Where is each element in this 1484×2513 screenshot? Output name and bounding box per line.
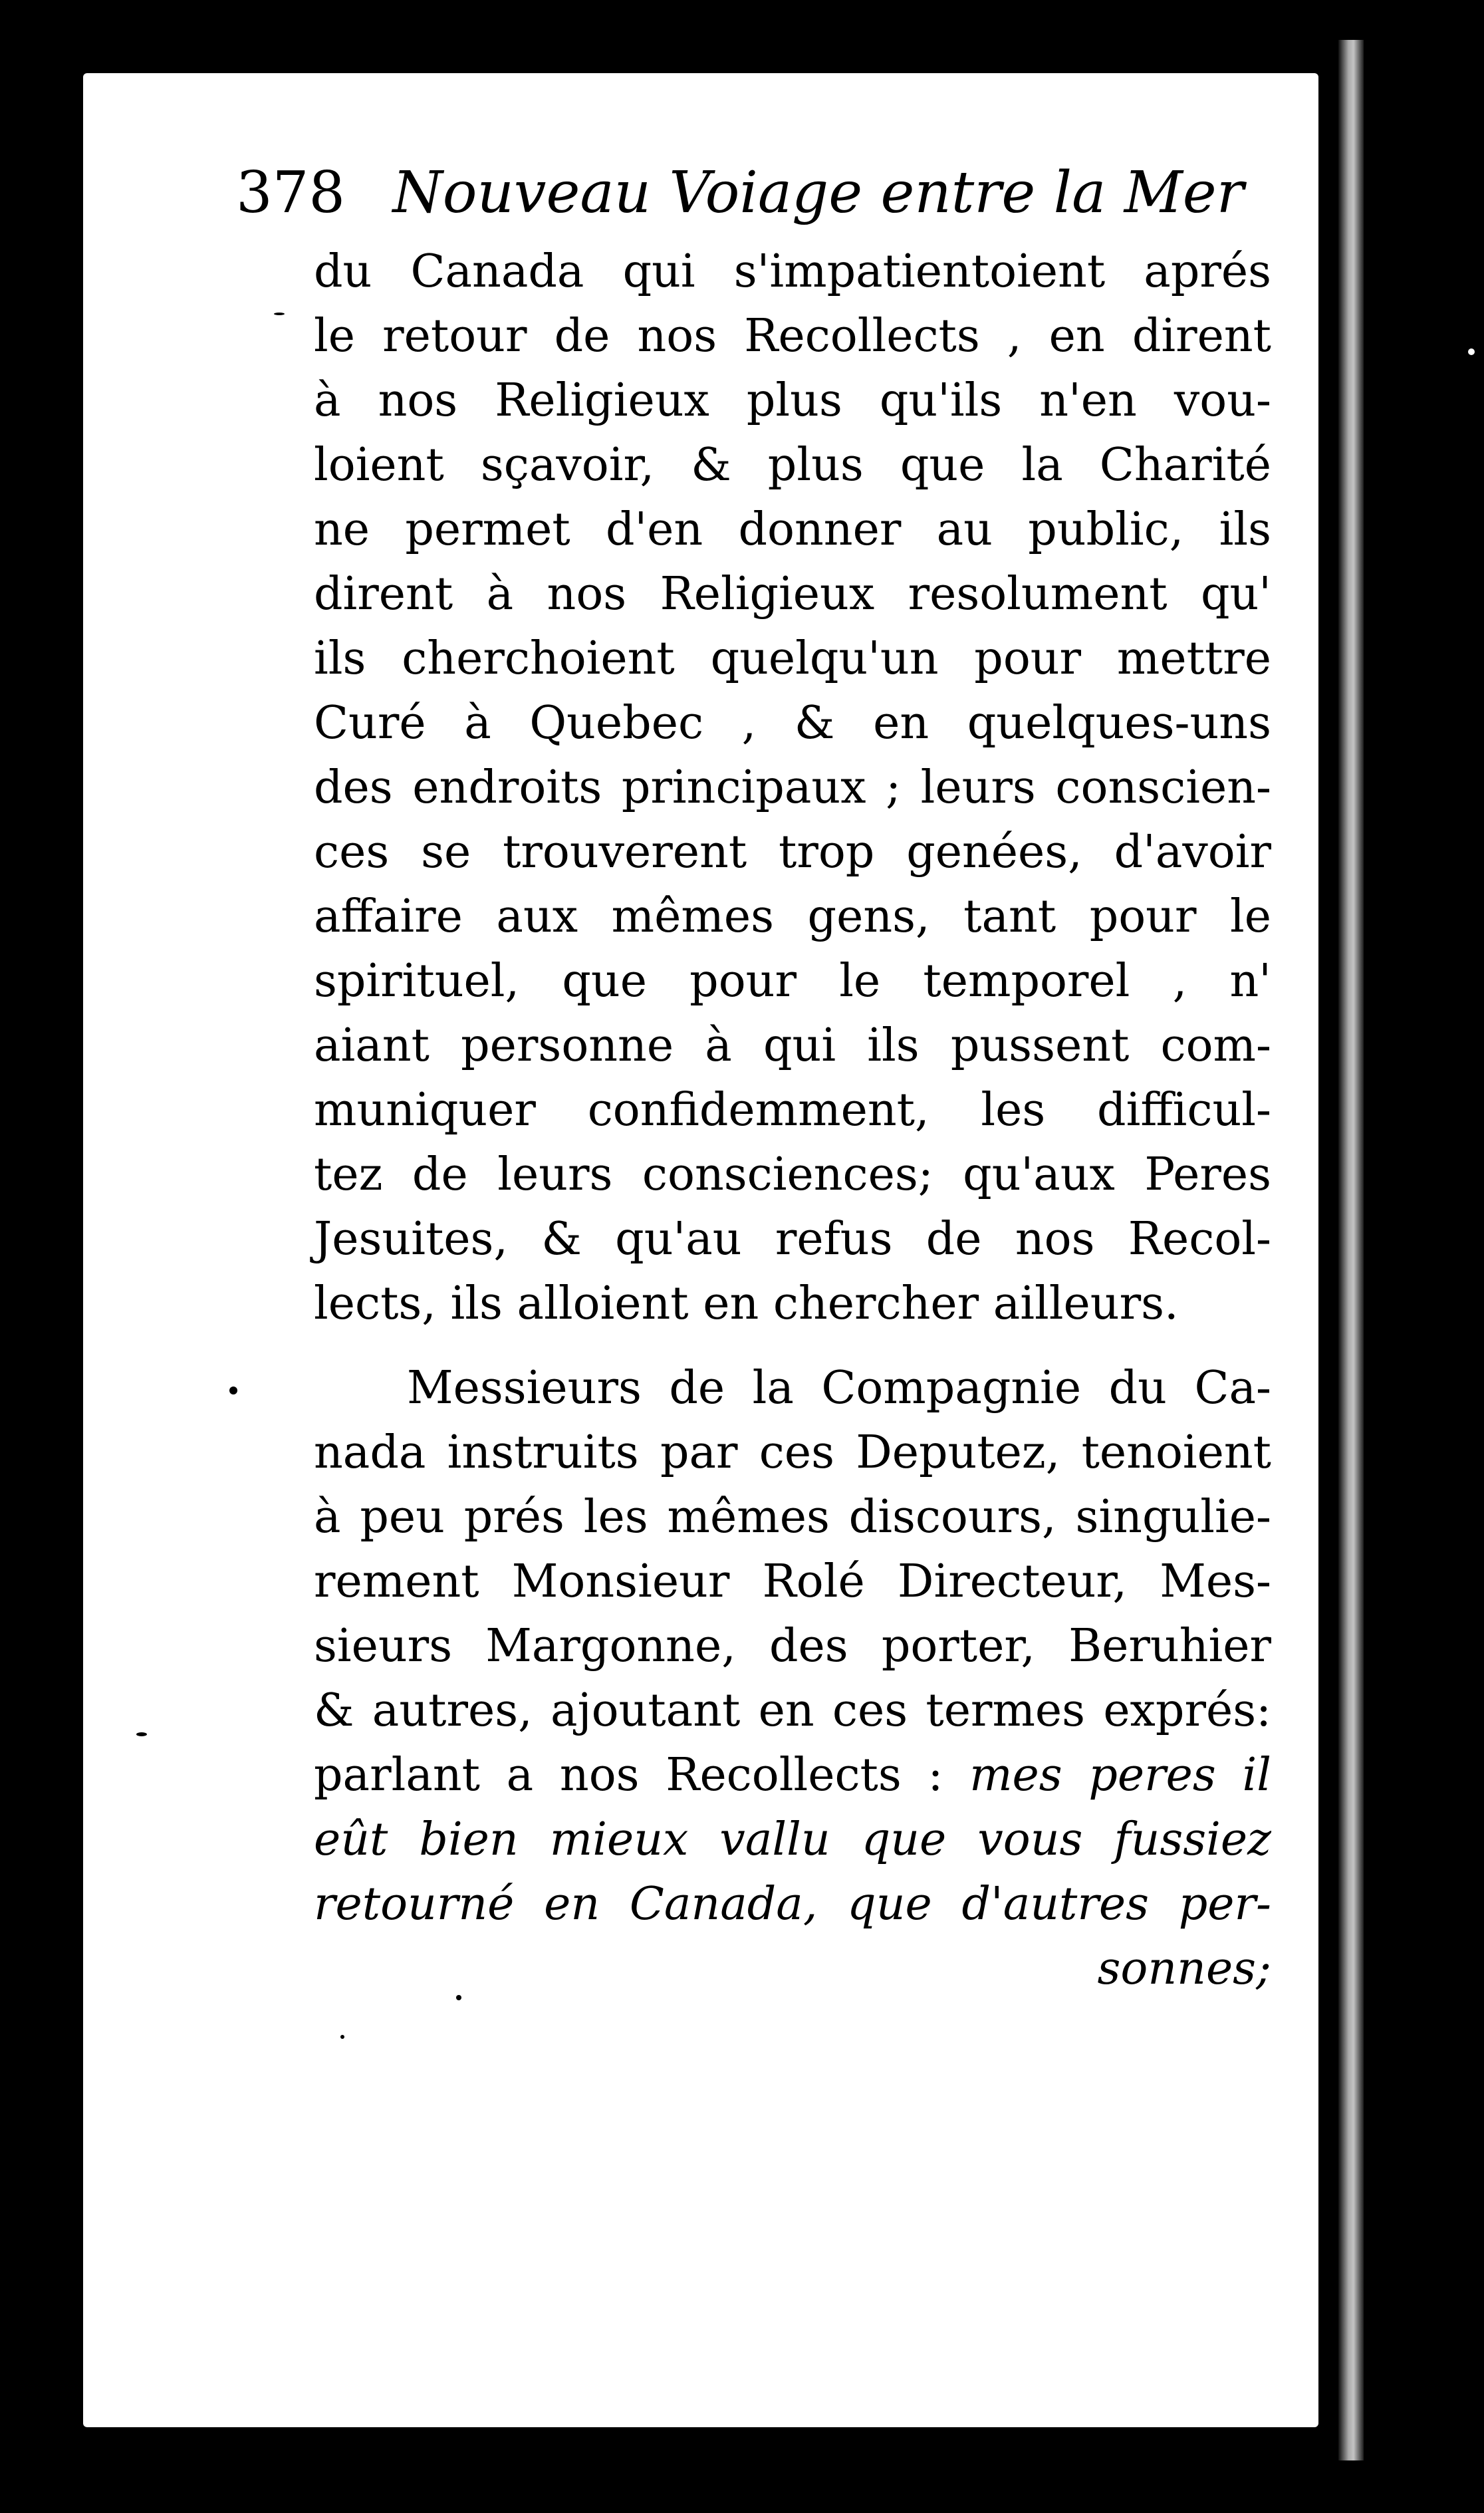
scan-speck (1468, 348, 1475, 355)
scan-speck (340, 2035, 344, 2039)
text-line: spirituel, que pour le temporel , n' (314, 955, 1271, 1007)
text-line: des endroits principaux ; leurs conscien- (314, 761, 1271, 814)
text-line-mixed (314, 1743, 1271, 1807)
text-line: le retour de nos Recollects , en dirent (314, 310, 1271, 362)
text-line: ils cherchoient quelqu'un pour mettre (314, 632, 1271, 685)
text-line: Messieurs de la Compagnie du Ca- (407, 1362, 1271, 1414)
text-line: aiant personne à qui ils pussent com- (314, 1019, 1271, 1072)
scan-binding-edge (1318, 0, 1484, 2513)
text-line: rement Monsieur Rolé Directeur, Mes- (314, 1555, 1271, 1608)
running-title: Nouveau Voiage entre la Mer (392, 160, 1244, 226)
paragraph-gap (314, 1336, 1271, 1356)
text-line: à nos Religieux plus qu'ils n'en vou- (314, 374, 1271, 427)
text-line: affaire aux mêmes gens, tant pour le (314, 890, 1271, 943)
paragraph-2 (314, 1356, 1271, 2001)
binding-strip (1338, 40, 1364, 2460)
text-line: nada instruits par ces Deputez, tenoient (314, 1426, 1271, 1479)
body-text (314, 239, 1271, 2001)
scan-speck (229, 1387, 237, 1394)
text-line: tez de leurs consciences; qu'aux Peres (314, 1148, 1271, 1201)
paragraph-1 (314, 239, 1271, 1336)
text-line: sieurs Margonne, des porter, Beruhier (314, 1620, 1271, 1672)
text-line: lects, ils alloient en chercher ailleurs. (314, 1277, 1179, 1330)
text-line: dirent à nos Religieux resolument qu' (314, 568, 1271, 620)
text-line: & autres, ajoutant en ces termes exprés: (314, 1684, 1271, 1737)
scan-speck (136, 1732, 147, 1736)
page-number: 378 (236, 160, 346, 226)
text-line: Curé à Quebec , & en quelques-uns (314, 697, 1271, 749)
text-line: muniquer confidemment, les difficul- (314, 1084, 1271, 1136)
page-header (236, 156, 1244, 229)
catchword: sonnes; (1097, 1942, 1271, 1995)
text-line: ne permet d'en donner au public, ils (314, 503, 1271, 556)
roman-text: parlant a nos Recollects : (314, 1749, 943, 1801)
italic-line: eût bien mieux vallu que vous fussiez (314, 1813, 1271, 1866)
italic-line: retourné en Canada, que d'autres per- (314, 1878, 1271, 1930)
italic-text: mes peres il (969, 1749, 1272, 1801)
scan-speck (456, 1995, 461, 2000)
text-line: loient sçavoir, & plus que la Charité (314, 439, 1271, 491)
text-line: Jesuites, & qu'au refus de nos Recol- (314, 1213, 1271, 1265)
text-line: du Canada qui s'impatientoient aprés (314, 245, 1271, 298)
text-line: à peu prés les mêmes discours, singulie- (314, 1491, 1271, 1543)
text-line: ces se trouverent trop genées, d'avoir (314, 826, 1271, 878)
scan-speck (274, 313, 285, 315)
